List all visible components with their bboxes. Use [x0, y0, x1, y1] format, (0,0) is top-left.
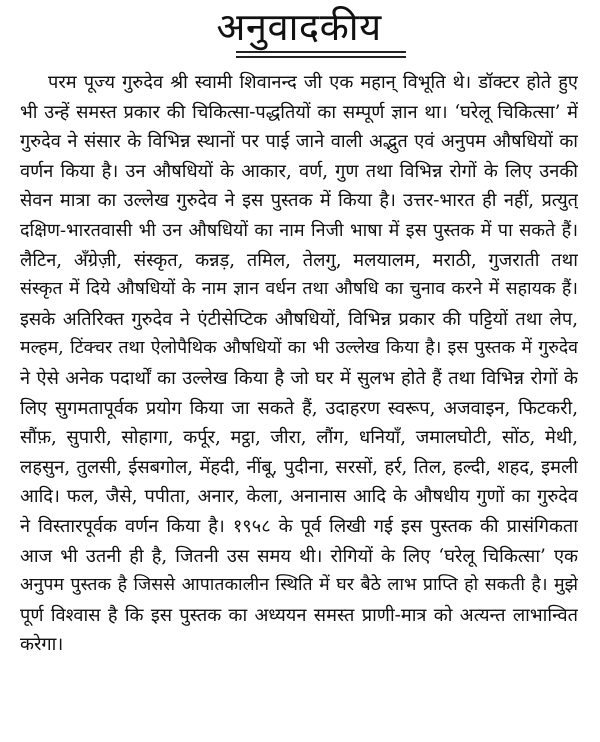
text-line: ने ऐसे अनेक पदार्थों का उल्लेख किया है जो घर में सुलभ होते हैं तथा विभिन्न रोगों के	[20, 367, 578, 389]
text-line: आदि। फल, जैसे, पपीता, अनार, केला, अनानास आदि के औषधीय गुणों का गुरुदेव	[20, 486, 578, 508]
text-line: लिए सुगमतापूर्वक प्रयोग किया जा सकते हैं, उदाहरण स्वरूप, अजवाइन, फिटकरी,	[20, 397, 578, 419]
text-line: मल्हम, टिंक्चर तथा ऐलोपैथिक औषधियों का भी उल्लेख किया है। इस पुस्तक में गुरुदेव	[20, 338, 578, 359]
title-underline-top	[236, 51, 406, 53]
text-line: अनुपम पुस्तक है जिससे आपातकालीन स्थिति में घर बैठे लाभ प्राप्ति हो सकती है। मुझे	[20, 575, 578, 596]
text-line: परम पूज्य गुरुदेव श्री स्वामी शिवानन्द जी एक महान् विभूति थे। डॉक्टर होते हुए	[48, 72, 578, 93]
title-underline-bottom	[236, 56, 406, 58]
text-line: भी उन्हें समस्त प्रकार की चिकित्सा-पद्धतियों का सम्पूर्ण ज्ञान था। ‘घरेलू चिकित्सा’ में	[20, 101, 578, 123]
text-line: करेगा।	[20, 634, 64, 656]
text-line: सौंफ़, सुपारी, सोहागा, कर्पूर, मट्ठा, जीरा, लौंग, धनियाँ, जमालघोटी, सोंठ, मेथी,	[20, 427, 578, 449]
text-line: आज भी उतनी ही है, जितनी उस समय थी। रोगियों के लिए ‘घरेलू चिकित्सा’ एक	[20, 545, 578, 567]
page-title: अनुवादकीय	[216, 5, 382, 49]
heading-block	[20, 4, 578, 62]
text-line: सेवन मात्रा का उल्लेख गुरुदेव ने इस पुस्तक में किया है। उत्तर-भारत ही नहीं, प्रत्युत्	[20, 190, 578, 212]
text-line: लहसुन, तुलसी, ईसबगोल, मेंहदी, नींबू, पुदीना, सरसों, हर्र, तिल, हल्दी, शहद, इमली	[20, 456, 578, 478]
text-line: दक्षिण-भारतवासी भी उन औषधियों का नाम निजी भाषा में इस पुस्तक में पा सकते हैं।	[20, 219, 578, 241]
text-line: वर्णन किया है। उन औषधियों के आकार, वर्ण, गुण तथा विभिन्न रोगों के लिए उनकी	[20, 160, 578, 182]
body-paragraph	[20, 68, 578, 660]
text-line: ने विस्तारपूर्वक वर्णन किया है। १९५८ के पूर्व लिखी गई इस पुस्तक की प्रासंगिकता	[20, 515, 578, 537]
text-line: गुरुदेव ने संसार के विभिन्न स्थानों पर पाई जाने वाली अद्भुत एवं अनुपम औषधियों का	[20, 131, 578, 153]
text-line: लैटिन, अँग्रेज़ी, संस्कृत, कन्नड़, तमिल, तेलगु, मलयालम, मराठी, गुजराती तथा	[20, 249, 578, 271]
text-line: पूर्ण विश्वास है कि इस पुस्तक का अध्ययन समस्त प्राणी-मात्र को अत्यन्त लाभान्वित	[20, 604, 578, 626]
text-line: इसके अतिरिक्त गुरुदेव ने एंटीसेप्टिक औषधियों, विभिन्न प्रकार की पट्टियों तथा लेप,	[20, 308, 578, 330]
text-line: संस्कृत में दिये औषधियों के नाम ज्ञान वर्धन तथा औषधि का चुनाव करने में सहायक हैं।	[20, 279, 578, 300]
